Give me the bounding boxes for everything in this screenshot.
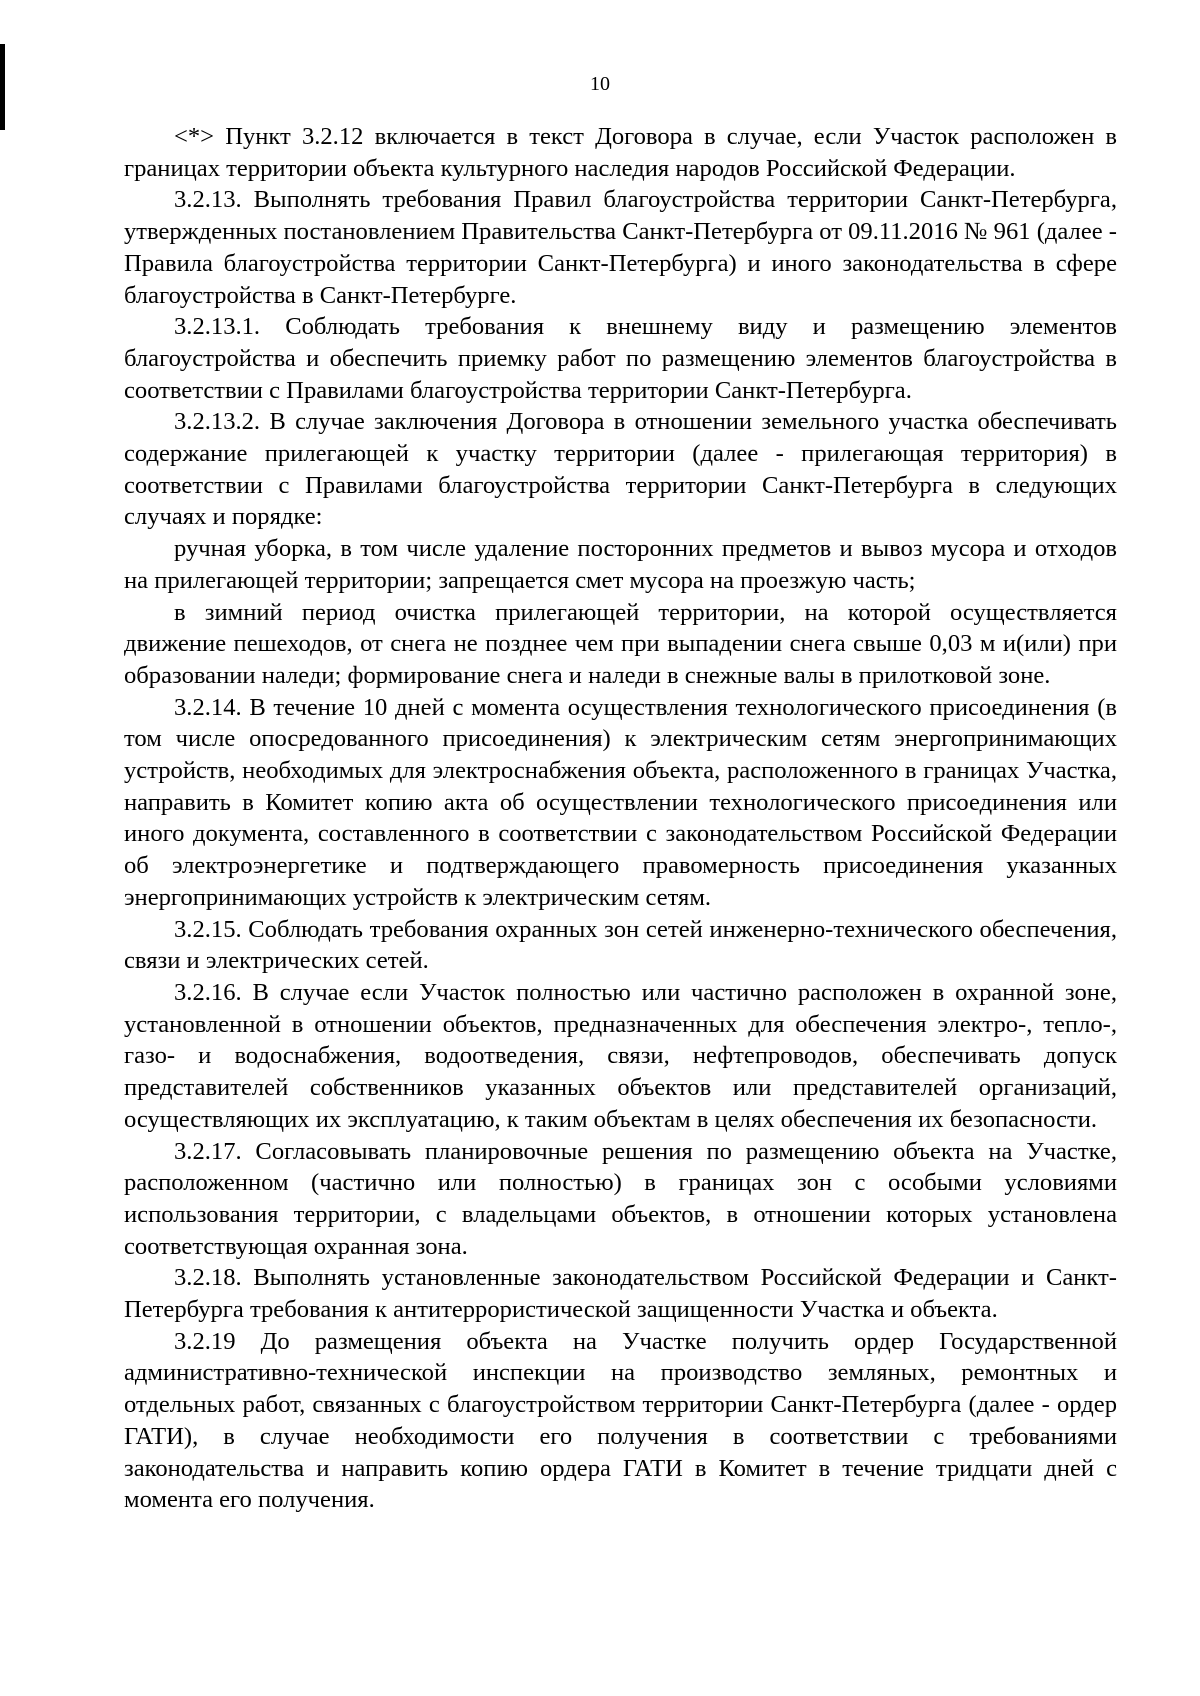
clause-3-2-15: 3.2.15. Соблюдать требования охранных зон сетей инженерно-технического обеспечения, связи и электрических сетей. <box>124 915 1117 975</box>
footnote-paragraph: <*> Пункт 3.2.12 включается в текст Договора в случае, если Участок расположен в границах территории объекта культурного наследия народов Российской Федерации. <box>124 123 1117 182</box>
document-body <box>124 121 1117 1516</box>
clause-3-2-13-2: 3.2.13.2. В случае заключения Договора в отношении земельного участка обеспечивать содержание прилегающей к участку территории (далее - прилегающая территория) в соответствии с Правилами благоустройства территории Санкт-Петербурга в следующих случаях и порядке: <box>124 408 1117 531</box>
clause-3-2-13-1: 3.2.13.1. Соблюдать требования к внешнему виду и размещению элементов благоустройства и обеспечить приемку работ по размещению элементов благоустройства в соответствии с Правилами благоустройства территории Санкт-Петербурга. <box>124 313 1117 404</box>
clause-3-2-13-2-item-cleaning: ручная уборка, в том числе удаление посторонних предметов и вывоз мусора и отходов на прилегающей территории; запрещается смет мусора на проезжую часть; <box>124 535 1117 594</box>
clause-3-2-13: 3.2.13. Выполнять требования Правил благоустройства территории Санкт-Петербурга, утвержденных постановлением Правительства Санкт-Петербурга от 09.11.2016 № 961 (далее - Правила благоустройства территории Санкт-Петербурга) и иного законодательства в сфере благоустройства в Санкт-Петербурге. <box>124 186 1117 309</box>
clause-3-2-13-2-item-winter: в зимний период очистка прилегающей территории, на которой осуществляется движение пешеходов, от снега не позднее чем при выпадении снега свыше 0,03 м и(или) при образовании наледи; формирование снега и наледи в снежные валы в прилотковой зоне. <box>124 598 1117 689</box>
clause-3-2-18: 3.2.18. Выполнять установленные законодательством Российской Федерации и Санкт-Петербурга требования к антитеррористической защищенности Участка и объекта. <box>124 1264 1117 1324</box>
page-number: 10 <box>590 73 610 95</box>
clause-3-2-16: 3.2.16. В случае если Участок полностью или частично расположен в охранной зоне, установленной в отношении объектов, предназначенных для обеспечения электро-, тепло-, газо- и водоснабжения, водоотведения, связи, нефтепроводов, обеспечивать допуск представителей собственников указанных объектов или представителей организаций, осуществляющих их эксплуатацию, к таким объектам в целях обеспечения их безопасности. <box>124 978 1117 1133</box>
clause-3-2-14: 3.2.14. В течение 10 дней с момента осуществления технологического присоединения (в том числе опосредованного присоединения) к электрическим сетям энергопринимающих устройств, необходимых для электроснабжения объекта, расположенного в границах Участка, направить в Комитет копию акта об осуществлении технологического присоединения или иного документа, составленного в соответствии с законодательством Российской Федерации об электроэнергетике и подтверждающего правомерность присоединения указанных энергопринимающих устройств к электрическим сетям. <box>124 693 1117 911</box>
clause-3-2-17: 3.2.17. Согласовывать планировочные решения по размещению объекта на Участке, расположенном (частично или полностью) в границах зон с особыми условиями использования территории, с владельцами объектов, в отношении которых установлена соответствующая охранная зона. <box>124 1137 1117 1260</box>
clause-3-2-19: 3.2.19 До размещения объекта на Участке получить ордер Государственной административно-технической инспекции на производство земляных, ремонтных и отдельных работ, связанных с благоустройством территории Санкт-Петербурга (далее - ордер ГАТИ), в случае необходимости его получения в соответствии с требованиями законодательства и направить копию ордера ГАТИ в Комитет в течение тридцати дней с момента его получения. <box>124 1327 1117 1514</box>
